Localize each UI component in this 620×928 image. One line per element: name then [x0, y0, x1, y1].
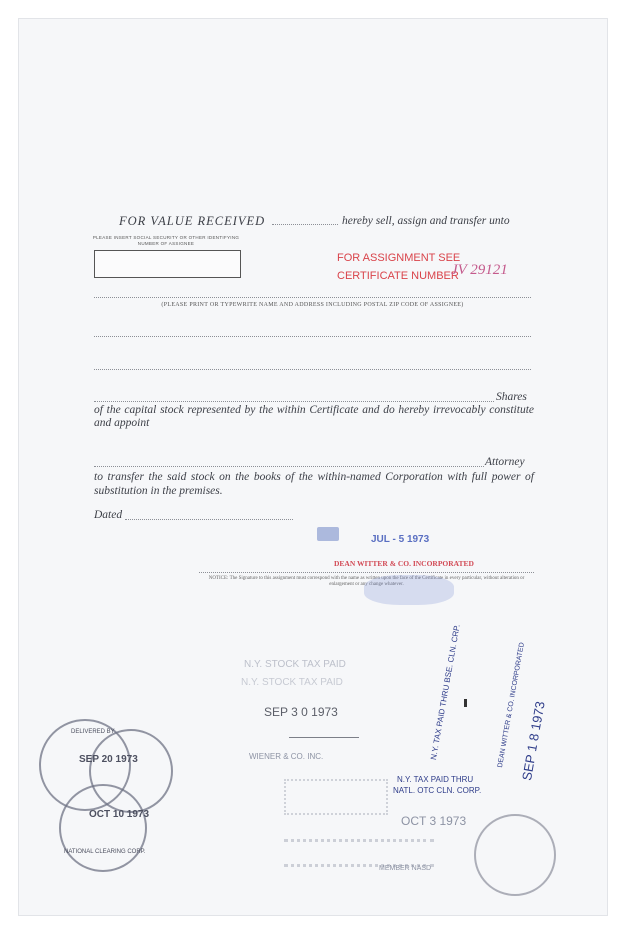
circle-stamp-3	[59, 784, 150, 872]
hereby-sell-text: hereby sell, assign and transfer unto	[342, 215, 510, 227]
shares-label: Shares	[496, 391, 527, 403]
value-dotted-line	[272, 224, 338, 225]
attorney-label: Attorney	[485, 456, 525, 468]
blue-signature-smudge	[364, 575, 454, 605]
transfer-text: to transfer the said stock on the books of the within-named Corporation with full power of substitution in the premises.	[94, 471, 534, 497]
for-value-received: FOR VALUE RECEIVED	[119, 214, 266, 228]
print-name-label: (PLEASE PRINT OR TYPEWRITE NAME AND ADDRESS INCLUDING POSTAL ZIP CODE OF ASSIGNEE)	[161, 302, 464, 308]
certificate-number-handwritten: JV 29121	[451, 262, 508, 278]
clearing-corp-stamp: NATIONAL CLEARING CORP.	[64, 849, 146, 855]
delivered-by-stamp: DELIVERED BY	[71, 729, 115, 735]
stock-certificate-back	[18, 18, 608, 916]
signature-line	[199, 572, 534, 573]
date-stamp: JUL - 5 1973	[371, 534, 430, 545]
circle-date-1: SEP 20 1973	[79, 754, 138, 765]
oct3-stamp: OCT 3 1973	[401, 814, 467, 828]
sep30-stamp: SEP 3 0 1973	[264, 705, 338, 719]
seal-mark	[317, 527, 339, 541]
perforation-mark-2	[284, 839, 434, 867]
assignee-line-1	[94, 297, 531, 298]
perforation-mark-1	[284, 779, 388, 815]
circle-date-2: OCT 10 1973	[89, 809, 150, 820]
natl-otc-stamp: NATL. OTC CLN. CORP.	[393, 786, 482, 795]
dated-label: Dated	[94, 509, 123, 521]
capital-stock-text: of the capital stock represented by the within Certificate and do hereby irrevocably constitute and appoint	[94, 404, 534, 429]
certificate-number-label: CERTIFICATE NUMBER	[337, 270, 459, 282]
wiener-stamp: WIENER & CO. INC.	[249, 752, 324, 761]
assignee-line-3	[94, 369, 531, 370]
sep30-signature	[289, 727, 359, 738]
circle-stamp-right	[474, 814, 556, 896]
member-stamp: MEMBER NASD	[379, 865, 432, 872]
assignee-line-2	[94, 336, 531, 337]
small-mark	[464, 699, 467, 707]
shares-line	[94, 401, 494, 402]
assignment-note: FOR ASSIGNMENT SEE	[337, 252, 461, 264]
attorney-line	[94, 466, 484, 467]
dean-witter-stamp: DEAN WITTER & CO. INCORPORATED	[334, 559, 474, 568]
tax-paid-stamp-2: N.Y. STOCK TAX PAID	[241, 677, 343, 688]
ssn-label: PLEASE INSERT SOCIAL SECURITY OR OTHER IDENTIFYING NUMBER OF ASSIGNEE	[92, 235, 240, 246]
ssn-box	[94, 250, 241, 278]
rotated-date-stamp: SEP 1 8 1973	[519, 700, 548, 782]
dated-line	[125, 519, 293, 520]
tax-paid-stamp-1: N.Y. STOCK TAX PAID	[244, 659, 346, 670]
rotated-dean-witter-stamp: DEAN WITTER & CO. INCORPORATED	[497, 641, 526, 769]
rotated-tax-stamp: N.Y. TAX PAID THRU BSE. CLN. CRP.	[429, 623, 462, 761]
ny-tax-paid-stamp: N.Y. TAX PAID THRU	[397, 775, 474, 784]
notice-text: NOTICE: The Signature to this assignment must correspond with the name as written upon the face of the Certificate in every particular, without alteration or enlargement or any change whatever.	[208, 576, 525, 587]
